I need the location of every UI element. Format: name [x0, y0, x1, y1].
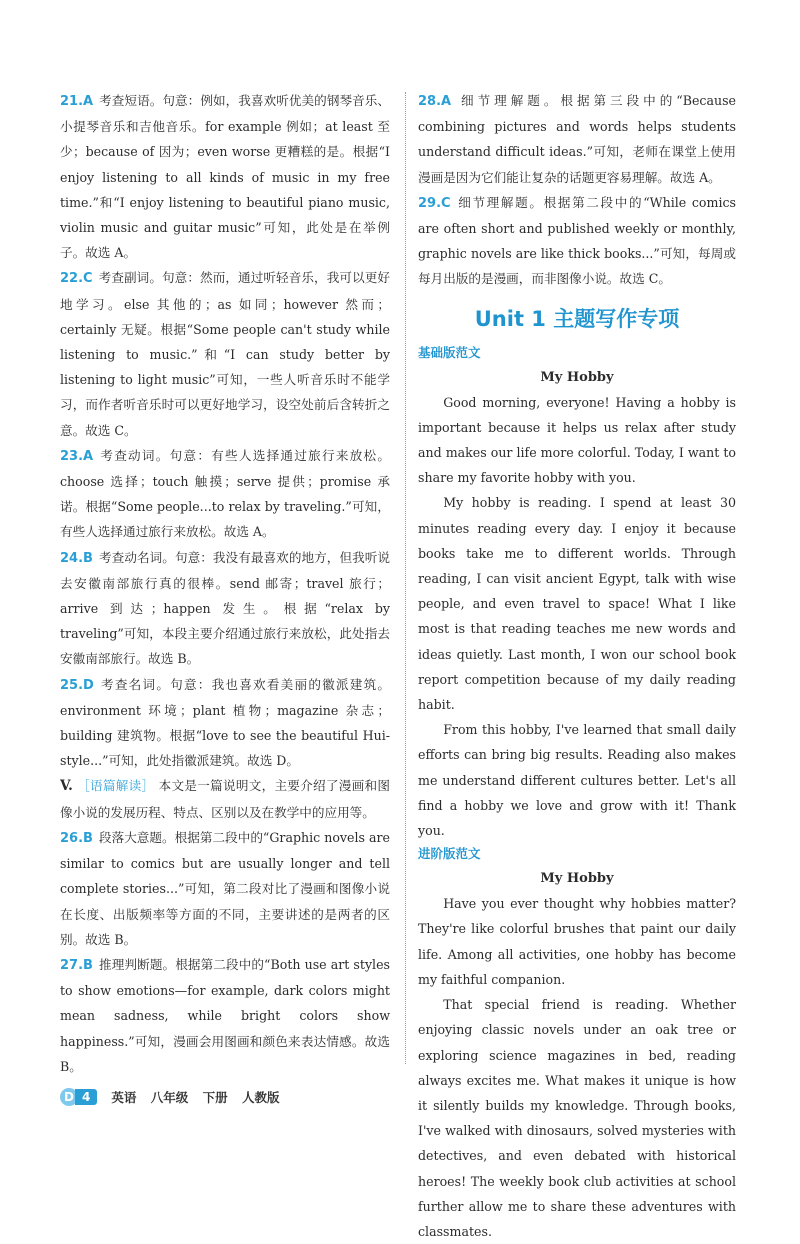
unit-title: Unit 1 主题写作专项 — [474, 306, 680, 331]
badge-letter: D — [60, 1088, 78, 1106]
advanced-paragraph: Have you ever thought why hobbies matter? They're like colorful brushes that paint our daily life. Among all activities, one hobby has become my faithful companion. — [418, 896, 736, 987]
advanced-essay-heading: 进阶版范文 — [418, 846, 481, 862]
answer-27: 27.B 推理判断题。根据第二段中的“Both use art styles to show emotions—for example, dark colors might mean sadness, while bright colors show happiness.”可知，漫画会用图画和颜色来表达情感。故选 B。 — [60, 956, 390, 1074]
grade: 八年级 — [150, 1090, 189, 1105]
basic-essay-heading: 基础版范文 — [418, 344, 481, 360]
answer-23: 23.A 考查动词。句意：有些人选择通过旅行来放松。choose 选择；touch 触摸；serve 提供；promise 承诺。根据“Some people...to relax by traveling.”可知，有些人选择通过旅行来放松。故选 A。 — [60, 447, 390, 540]
page-number: 4 — [75, 1089, 97, 1105]
answer-28: 28.A 细节理解题。根据第三段中的“Because combining pictures and words helps students understand difficult ideas.”可知，老师在课堂上使用漫画是因为它们能让复杂的话题更容易理解。故选 A。 — [418, 93, 736, 185]
page-footer — [60, 1086, 290, 1108]
subject: 英语 — [111, 1090, 137, 1105]
left-column — [60, 88, 390, 1079]
section-v-reading: V. ［语篇解读］ 本文是一篇说明文，主要介绍了漫画和图像小说的发展历程、特点、区别以及在教学中的应用等。 — [60, 778, 390, 820]
answer-21: 21.A 考查短语。句意：例如，我喜欢听优美的钢琴音乐、小提琴音乐和吉他音乐。for example 例如；at least 至少；because of 因为；even worse 更糟糕的是。根据“I enjoy listening to all kinds of music in my free time.”和“I enjoy listening to beautiful piano music, violin music and guitar music”可知，此处是在举例子。故选 A。 — [60, 93, 390, 261]
basic-essay-title: My Hobby — [540, 369, 614, 385]
answer-22: 22.C 考查副词。句意：然而，通过听轻音乐，我可以更好地学习。else 其他的；as 如同；however 然而；certainly 无疑。根据“Some people can't study while listening to music.”和“I can study better by listening to light music”可知，一些人听音乐时不能学习，而作者听音乐时可以更好地学习，设空处前后含转折之意。故选 C。 — [60, 270, 390, 438]
answer-29: 29.C 细节理解题。根据第二段中的“While comics are often short and published weekly or monthly, graphic novels are like thick books...”可知，每周或每月出版的是漫画，而非图像小说。故选 C。 — [418, 194, 736, 287]
right-column — [418, 88, 736, 1244]
advanced-essay-title: My Hobby — [540, 871, 614, 887]
volume: 下册 — [202, 1090, 228, 1105]
column-divider — [405, 92, 406, 1064]
answer-25: 25.D 考查名词。句意：我也喜欢看美丽的徽派建筑。environment 环境；plant 植物；magazine 杂志；building 建筑物。根据“love to see the beautiful Hui-style...”可知，此处指徽派建筑。故选 D。 — [60, 676, 390, 769]
basic-paragraph: From this hobby, I've learned that small daily efforts can bring big results. Reading also makes me understand different cultures better. Let's all find a hobby we love and grow with it! Thank you. — [418, 722, 736, 839]
basic-paragraph: Good morning, everyone! Having a hobby is important because it helps us relax after study and makes our life more colorful. Today, I want to share my favorite hobby with you. — [418, 394, 736, 486]
edition: 人教版 — [241, 1090, 280, 1105]
book-info — [111, 1088, 289, 1106]
answer-24: 24.B 考查动名词。句意：我没有最喜欢的地方，但我听说去安徽南部旅行真的很棒。send 邮寄；travel 旅行；arrive 到达；happen 发生。根据“relax by traveling”可知，本段主要介绍通过旅行来放松，此处指去安徽南部旅行。故选 B。 — [60, 549, 390, 667]
basic-paragraph: My hobby is reading. I spend at least 30 minutes reading every day. I enjoy it because books take me to different worlds. Through reading, I can visit ancient Egypt, talk with wise people, and even travel to space! What I like most is that reading teaches me new words and ideas quietly. Last month, I won our school book report competition because of my daily reading habit. — [418, 495, 736, 713]
page-badge — [60, 1088, 97, 1106]
advanced-paragraph: That special friend is reading. Whether enjoying classic novels under an oak tree or exploring science magazines in bed, reading always excites me. What makes it unique is how it silently builds my knowledge. Through books, I've walked with dinosaurs, solved mysteries with detectives, and even debated with historical heroes! The weekly book club activities at school further allow me to share these adventures with classmates. — [418, 997, 736, 1239]
answer-26: 26.B 段落大意题。根据第二段中的“Graphic novels are similar to comics but are usually longer and tell complete stories...”可知，第二段对比了漫画和图像小说在长度、出版频率等方面的不同，主要讲述的是两者的区别。故选 B。 — [60, 829, 390, 947]
